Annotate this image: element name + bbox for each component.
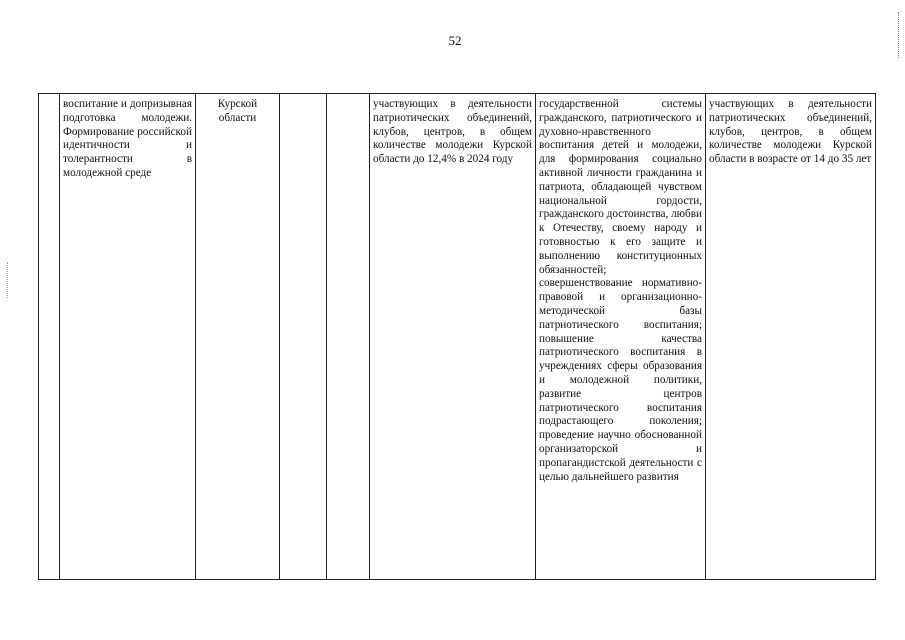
scan-edge-mark [898, 12, 901, 58]
responsible-text: Курской области [217, 98, 258, 124]
expected-result-text: участвующих в деятельности патриотических объединений, клубов, центров, в общем количестве молодежи Курской области до 12,4% в 2024 году [373, 98, 532, 166]
table-cell-task-name [60, 94, 196, 580]
scan-margin-mark [7, 262, 10, 298]
continuation-table [38, 93, 876, 580]
table-row [39, 94, 876, 580]
table-cell-start [280, 94, 327, 580]
activities-text: государственной системы гражданского, патриотического и духовно-нравственного воспитания детей и молодежи, для формирования социально активной личности гражданина и патриота, обладающей чувством национальной гордости, гражданского достоинства, любви к Отечеству, своему народу и готовностью к его защите и выполнению конституционных обязанностей; совершенствование нормативно-правовой и организационно-методической базы патриотического воспитания; повышение качества патриотического воспитания в учреждениях сферы образования и молодежной политики, развитие центров патриотического воспитания подрастающего поколения; проведение научно обоснованной организаторской и пропагандистской деятельности с целью дальнейшего развития [539, 98, 702, 483]
table-cell-responsible [196, 94, 280, 580]
table-cell-end [327, 94, 370, 580]
table-cell-indicator [706, 94, 876, 580]
table-cell-expected-result [370, 94, 536, 580]
table-cell-activities [536, 94, 706, 580]
page-number: 52 [448, 33, 462, 48]
table-cell-index [39, 94, 60, 580]
task-name-text: воспитание и допризывная подготовка молодежи. Формирование российской идентичности и толерантности в молодежной среде [63, 98, 192, 179]
indicator-text: участвующих в деятельности патриотических объединений, клубов, центров, в общем количестве молодежи Курской области в возрасте от 14 до 35 лет [709, 98, 872, 166]
